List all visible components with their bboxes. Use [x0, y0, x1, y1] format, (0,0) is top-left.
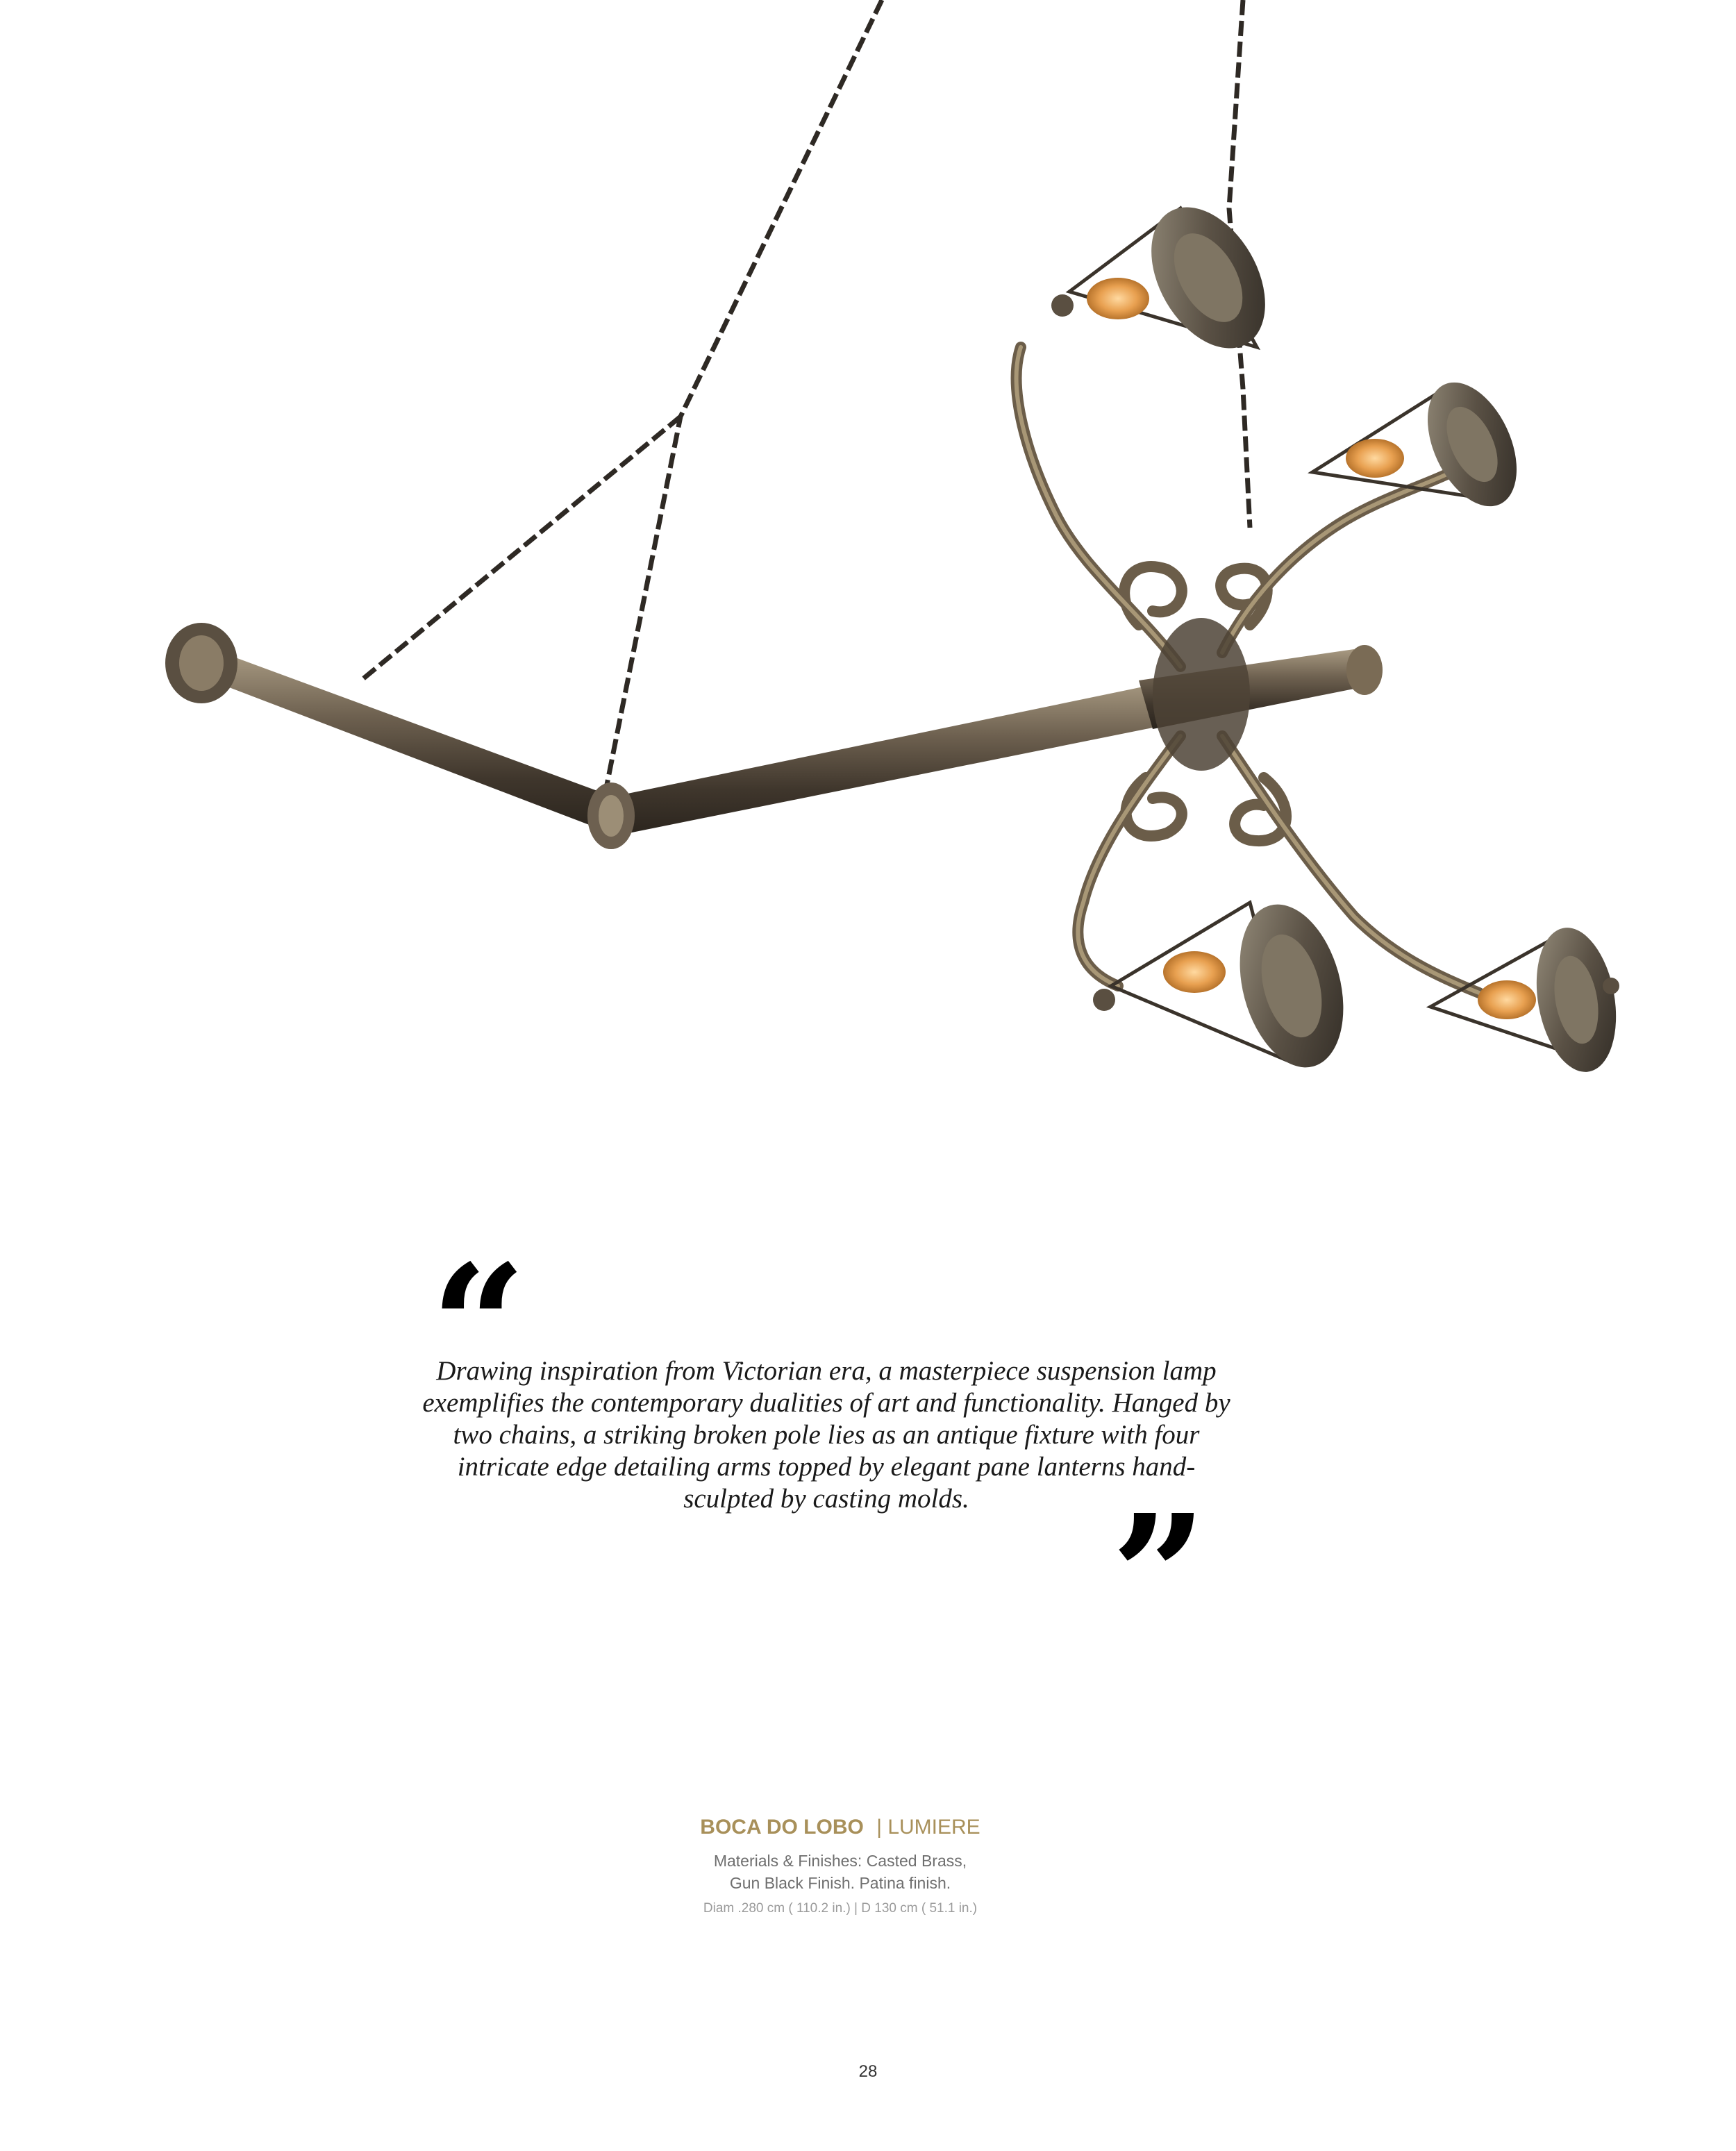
- lantern-top-left: [1051, 187, 1289, 369]
- lantern-mid-right: [1312, 369, 1535, 521]
- dimensions: Diam .280 cm ( 110.2 in.) | D 130 cm ( 51.1 in.): [703, 1901, 978, 1916]
- lantern-bottom-left: [1093, 893, 1360, 1079]
- chain-left: [361, 0, 882, 798]
- quote-text: Drawing inspiration from Victorian era, a masterpiece suspension lamp exemplifies the contemporary dualities of art and functionality. Hanged by two chains, a striking broken pole lies as an antique fixture with four intricate edge detailing arms topped by elegant pane lanterns hand-sculpted by casting molds.: [422, 1356, 1230, 1514]
- materials-line-2: Gun Black Finish. Patina finish.: [729, 1874, 951, 1892]
- quote-block: [389, 1228, 1264, 1674]
- quote-close-mark: ”: [1111, 1478, 1208, 1674]
- page-number: 28: [858, 2062, 878, 2081]
- product-info: [590, 1814, 1090, 1919]
- materials-line-1: Materials & Finishes: Casted Brass,: [713, 1852, 967, 1870]
- product-name: LUMIERE: [887, 1816, 980, 1839]
- brand-name: BOCA DO LOBO: [700, 1816, 864, 1839]
- lantern-bottom-right: [1430, 921, 1626, 1078]
- brand-line: [590, 1814, 1090, 1841]
- quote-open-mark: “: [431, 1228, 527, 1424]
- brand-separator: |: [876, 1816, 882, 1839]
